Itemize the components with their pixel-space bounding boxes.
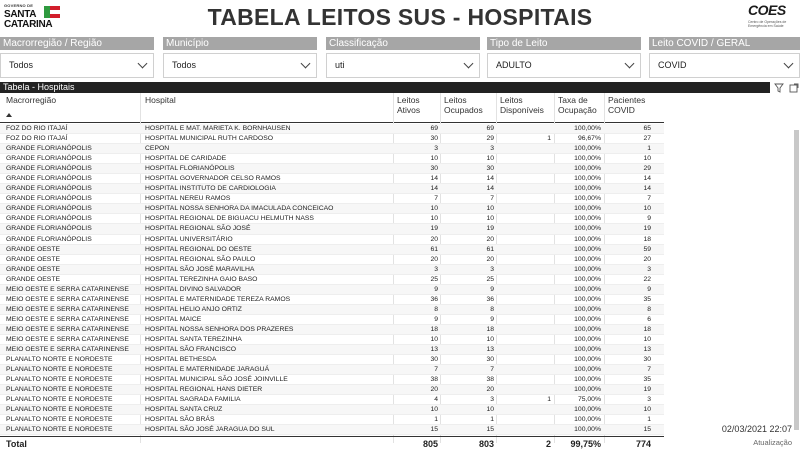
cell-hospital: HOSPITAL GOVERNADOR CELSO RAMOS bbox=[145, 175, 281, 183]
table-row[interactable] bbox=[0, 154, 664, 164]
cell-leitos-ativos: 7 bbox=[434, 195, 438, 203]
cell-leitos-ativos: 10 bbox=[430, 205, 438, 213]
cell-leitos-ativos: 15 bbox=[430, 426, 438, 434]
gov-logo-line2: SANTA bbox=[4, 9, 37, 20]
table-body bbox=[0, 124, 664, 434]
cell-leitos-disponiveis: 1 bbox=[547, 135, 551, 143]
header bbox=[0, 0, 800, 36]
cell-pacientes-covid: 3 bbox=[647, 396, 651, 404]
cell-pacientes-covid: 10 bbox=[643, 406, 651, 414]
cell-macrorregiao: GRANDE FLORIANÓPOLIS bbox=[6, 185, 92, 193]
table-row[interactable] bbox=[0, 305, 664, 315]
sort-ascending-icon[interactable] bbox=[6, 113, 12, 117]
cell-macrorregiao: GRANDE FLORIANÓPOLIS bbox=[6, 215, 92, 223]
cell-leitos-ativos: 30 bbox=[430, 356, 438, 364]
filter-label: Tipo de Leito bbox=[487, 37, 641, 50]
table-row[interactable] bbox=[0, 425, 664, 435]
cell-leitos-ocupados: 20 bbox=[486, 255, 494, 263]
cell-pacientes-covid: 59 bbox=[643, 245, 651, 253]
col-header-line: Leitos bbox=[500, 95, 523, 105]
update-label: Atualização bbox=[753, 438, 792, 447]
cell-macrorregiao: PLANALTO NORTE E NORDESTE bbox=[6, 376, 113, 384]
cell-pacientes-covid: 35 bbox=[643, 376, 651, 384]
col-header-line: Ativos bbox=[397, 105, 421, 115]
cell-leitos-ativos: 61 bbox=[430, 245, 438, 253]
col-header-line: Disponíveis bbox=[500, 105, 544, 115]
col-header-pacientes-covid[interactable] bbox=[608, 95, 645, 115]
total-leitos-ativos: 805 bbox=[422, 439, 438, 449]
table-scrollbar[interactable] bbox=[794, 130, 799, 430]
cell-macrorregiao: GRANDE FLORIANÓPOLIS bbox=[6, 175, 92, 183]
cell-taxa-ocupacao: 100,00% bbox=[574, 356, 601, 364]
cell-leitos-ocupados: 25 bbox=[486, 275, 494, 283]
cell-macrorregiao: MEIO OESTE E SERRA CATARINENSE bbox=[6, 346, 129, 354]
cell-macrorregiao: MEIO OESTE E SERRA CATARINENSE bbox=[6, 325, 129, 333]
col-header-leitos-ocupados[interactable] bbox=[444, 95, 483, 115]
cell-leitos-ocupados: 14 bbox=[486, 175, 494, 183]
cell-taxa-ocupacao: 75,00% bbox=[577, 396, 601, 404]
cell-leitos-ativos: 14 bbox=[430, 185, 438, 193]
cell-pacientes-covid: 7 bbox=[647, 195, 651, 203]
cell-macrorregiao: PLANALTO NORTE E NORDESTE bbox=[6, 386, 113, 394]
table-row[interactable] bbox=[0, 134, 664, 144]
cell-macrorregiao: GRANDE FLORIANÓPOLIS bbox=[6, 145, 92, 153]
cell-macrorregiao: GRANDE FLORIANÓPOLIS bbox=[6, 195, 92, 203]
filter-icon[interactable] bbox=[774, 83, 784, 93]
cell-leitos-ativos: 4 bbox=[434, 396, 438, 404]
cell-pacientes-covid: 30 bbox=[643, 356, 651, 364]
cell-pacientes-covid: 3 bbox=[647, 265, 651, 273]
cell-hospital: HOSPITAL NEREU RAMOS bbox=[145, 195, 231, 203]
col-header-taxa-ocupacao[interactable] bbox=[558, 95, 597, 115]
cell-leitos-ocupados: 3 bbox=[490, 265, 494, 273]
cell-pacientes-covid: 8 bbox=[647, 305, 651, 313]
cell-pacientes-covid: 15 bbox=[643, 426, 651, 434]
cell-hospital: HOSPITAL REGIONAL SÃO PAULO bbox=[145, 255, 256, 263]
filter-leito-covid bbox=[649, 37, 800, 78]
cell-pacientes-covid: 14 bbox=[643, 175, 651, 183]
cell-leitos-ocupados: 1 bbox=[490, 416, 494, 424]
table-title: Tabela - Hospitais bbox=[0, 82, 770, 93]
cell-leitos-ocupados: 36 bbox=[486, 295, 494, 303]
chevron-down-icon bbox=[138, 59, 148, 69]
cell-leitos-ocupados: 10 bbox=[486, 335, 494, 343]
table-row[interactable] bbox=[0, 194, 664, 204]
total-leitos-disponiveis: 2 bbox=[545, 439, 551, 449]
cell-hospital: HOSPITAL SANTA TEREZINHA bbox=[145, 335, 242, 343]
cell-leitos-ocupados: 13 bbox=[486, 346, 494, 354]
table-row[interactable] bbox=[0, 315, 664, 325]
cell-macrorregiao: GRANDE OESTE bbox=[6, 265, 61, 273]
cell-taxa-ocupacao: 100,00% bbox=[574, 416, 601, 424]
chevron-down-icon bbox=[784, 59, 794, 69]
cell-pacientes-covid: 27 bbox=[643, 135, 651, 143]
total-row bbox=[0, 436, 664, 451]
cell-hospital: HOSPITAL SÃO JOSÉ MARAVILHA bbox=[145, 265, 255, 273]
cell-pacientes-covid: 9 bbox=[647, 215, 651, 223]
hospitals-table bbox=[0, 93, 664, 434]
filter-macrorregiao bbox=[0, 37, 154, 78]
cell-leitos-ativos: 1 bbox=[434, 416, 438, 424]
cell-leitos-ativos: 20 bbox=[430, 386, 438, 394]
cell-hospital: HOSPITAL DIVINO SALVADOR bbox=[145, 285, 242, 293]
table-row[interactable] bbox=[0, 184, 664, 194]
total-leitos-ocupados: 803 bbox=[478, 439, 494, 449]
cell-hospital: HOSPITAL INSTITUTO DE CARDIOLOGIA bbox=[145, 185, 276, 193]
cell-hospital: HOSPITAL FLORIANÓPOLIS bbox=[145, 165, 235, 173]
col-header-line: COVID bbox=[608, 105, 635, 115]
cell-macrorregiao: GRANDE FLORIANÓPOLIS bbox=[6, 205, 92, 213]
cell-leitos-ocupados: 9 bbox=[490, 315, 494, 323]
cell-leitos-ativos: 9 bbox=[434, 315, 438, 323]
cell-leitos-ocupados: 7 bbox=[490, 195, 494, 203]
cell-taxa-ocupacao: 100,00% bbox=[574, 225, 601, 233]
table-row[interactable] bbox=[0, 285, 664, 295]
cell-macrorregiao: GRANDE FLORIANÓPOLIS bbox=[6, 235, 92, 243]
cell-leitos-ativos: 36 bbox=[430, 295, 438, 303]
table-header bbox=[0, 93, 664, 123]
col-header-line: Ocupação bbox=[558, 105, 597, 115]
macrorregiao-dropdown[interactable] bbox=[0, 53, 154, 78]
table-row[interactable] bbox=[0, 385, 664, 395]
cell-hospital: HOSPITAL SÃO JOSÉ JARAGUA DO SUL bbox=[145, 426, 275, 434]
cell-taxa-ocupacao: 100,00% bbox=[574, 346, 601, 354]
cell-leitos-ocupados: 20 bbox=[486, 386, 494, 394]
cell-leitos-ocupados: 7 bbox=[490, 366, 494, 374]
cell-macrorregiao: PLANALTO NORTE E NORDESTE bbox=[6, 356, 113, 364]
cell-leitos-ocupados: 69 bbox=[486, 125, 494, 132]
cell-leitos-disponiveis: 1 bbox=[547, 396, 551, 404]
cell-leitos-ativos: 19 bbox=[430, 225, 438, 233]
cell-leitos-ocupados: 20 bbox=[486, 235, 494, 243]
filter-classificacao bbox=[326, 37, 480, 78]
table-row[interactable] bbox=[0, 255, 664, 265]
table-row[interactable] bbox=[0, 275, 664, 285]
cell-macrorregiao: GRANDE OESTE bbox=[6, 275, 61, 283]
cell-leitos-ativos: 30 bbox=[430, 165, 438, 173]
cell-hospital: CEPON bbox=[145, 145, 170, 153]
cell-macrorregiao: PLANALTO NORTE E NORDESTE bbox=[6, 406, 113, 414]
col-header-line: Leitos bbox=[397, 95, 420, 105]
cell-macrorregiao: PLANALTO NORTE E NORDESTE bbox=[6, 366, 113, 374]
col-header-macrorregiao[interactable]: Macrorregião bbox=[6, 95, 57, 105]
table-row[interactable] bbox=[0, 265, 664, 275]
col-header-leitos-disponiveis[interactable] bbox=[500, 95, 544, 115]
table-row[interactable] bbox=[0, 375, 664, 385]
col-header-line: Pacientes bbox=[608, 95, 646, 105]
cell-macrorregiao: FOZ DO RIO ITAJAÍ bbox=[6, 135, 68, 143]
table-row[interactable] bbox=[0, 164, 664, 174]
update-timestamp: 02/03/2021 22:07 bbox=[721, 424, 792, 434]
cell-macrorregiao: GRANDE FLORIANÓPOLIS bbox=[6, 165, 92, 173]
table-row[interactable] bbox=[0, 124, 664, 134]
cell-leitos-ativos: 18 bbox=[430, 325, 438, 333]
cell-leitos-ativos: 7 bbox=[434, 366, 438, 374]
table-row[interactable] bbox=[0, 295, 664, 305]
cell-macrorregiao: MEIO OESTE E SERRA CATARINENSE bbox=[6, 335, 129, 343]
table-row[interactable] bbox=[0, 144, 664, 154]
cell-leitos-ativos: 25 bbox=[430, 275, 438, 283]
cell-hospital: HOSPITAL UNIVERSITÁRIO bbox=[145, 235, 233, 243]
cell-pacientes-covid: 35 bbox=[643, 295, 651, 303]
cell-macrorregiao: GRANDE FLORIANÓPOLIS bbox=[6, 225, 92, 233]
cell-taxa-ocupacao: 100,00% bbox=[574, 366, 601, 374]
cell-taxa-ocupacao: 100,00% bbox=[574, 145, 601, 153]
col-header-leitos-ativos[interactable] bbox=[397, 95, 420, 115]
cell-taxa-ocupacao: 100,00% bbox=[574, 175, 601, 183]
table-row[interactable] bbox=[0, 355, 664, 365]
cell-leitos-ocupados: 15 bbox=[486, 426, 494, 434]
coes-logo-name: COES bbox=[748, 2, 786, 18]
cell-hospital: HOSPITAL E MATERNIDADE TEREZA RAMOS bbox=[145, 295, 291, 303]
municipio-dropdown[interactable] bbox=[163, 53, 317, 78]
cell-macrorregiao: PLANALTO NORTE E NORDESTE bbox=[6, 426, 113, 434]
total-label: Total bbox=[6, 439, 27, 449]
cell-taxa-ocupacao: 100,00% bbox=[574, 125, 601, 132]
cell-taxa-ocupacao: 100,00% bbox=[574, 285, 601, 293]
visual-toolbar bbox=[772, 83, 800, 95]
cell-leitos-ativos: 3 bbox=[434, 145, 438, 153]
table-row[interactable] bbox=[0, 224, 664, 234]
tipo-leito-dropdown[interactable] bbox=[487, 53, 641, 78]
cell-leitos-ocupados: 38 bbox=[486, 376, 494, 384]
cell-leitos-ativos: 9 bbox=[434, 285, 438, 293]
cell-taxa-ocupacao: 100,00% bbox=[574, 325, 601, 333]
cell-macrorregiao: PLANALTO NORTE E NORDESTE bbox=[6, 396, 113, 404]
cell-leitos-ocupados: 10 bbox=[486, 406, 494, 414]
cell-leitos-ocupados: 8 bbox=[490, 305, 494, 313]
filter-label: Classificação bbox=[326, 37, 480, 50]
chevron-down-icon bbox=[625, 59, 635, 69]
cell-leitos-ocupados: 9 bbox=[490, 285, 494, 293]
cell-taxa-ocupacao: 100,00% bbox=[574, 215, 601, 223]
cell-hospital: HOSPITAL E MATERNIDADE JARAGUÁ bbox=[145, 366, 270, 374]
dropdown-value: Todos bbox=[9, 60, 34, 70]
cell-leitos-ocupados: 10 bbox=[486, 205, 494, 213]
cell-taxa-ocupacao: 100,00% bbox=[574, 335, 601, 343]
cell-taxa-ocupacao: 100,00% bbox=[574, 406, 601, 414]
update-info bbox=[700, 424, 792, 447]
table-row[interactable] bbox=[0, 174, 664, 184]
table-row[interactable] bbox=[0, 365, 664, 375]
total-taxa-ocupacao: 99,75% bbox=[570, 439, 601, 449]
cell-hospital: HOSPITAL HELIO ANJO ORTIZ bbox=[145, 305, 242, 313]
cell-taxa-ocupacao: 100,00% bbox=[574, 205, 601, 213]
cell-pacientes-covid: 18 bbox=[643, 235, 651, 243]
total-pacientes-covid: 774 bbox=[635, 439, 651, 449]
cell-leitos-ativos: 38 bbox=[430, 376, 438, 384]
table-row[interactable] bbox=[0, 405, 664, 415]
cell-taxa-ocupacao: 100,00% bbox=[574, 386, 601, 394]
cell-hospital: HOSPITAL REGIONAL DE BIGUACU HELMUTH NASS bbox=[145, 215, 314, 223]
cell-pacientes-covid: 1 bbox=[647, 416, 651, 424]
cell-macrorregiao: MEIO OESTE E SERRA CATARINENSE bbox=[6, 315, 129, 323]
cell-hospital: HOSPITAL E MAT. MARIETA K. BORNHAUSEN bbox=[145, 125, 291, 132]
chevron-down-icon bbox=[464, 59, 474, 69]
filter-label: Macrorregião / Região bbox=[0, 37, 154, 50]
page-title: TABELA LEITOS SUS - HOSPITAIS bbox=[207, 4, 593, 30]
cell-macrorregiao: MEIO OESTE E SERRA CATARINENSE bbox=[6, 285, 129, 293]
cell-taxa-ocupacao: 100,00% bbox=[574, 235, 601, 243]
cell-leitos-ocupados: 3 bbox=[490, 396, 494, 404]
cell-hospital: HOSPITAL MUNICIPAL RUTH CARDOSO bbox=[145, 135, 274, 143]
cell-pacientes-covid: 10 bbox=[643, 155, 651, 163]
cell-macrorregiao: PLANALTO NORTE E NORDESTE bbox=[6, 416, 113, 424]
cell-pacientes-covid: 18 bbox=[643, 325, 651, 333]
gov-logo-line1: GOVERNO DE bbox=[4, 3, 34, 8]
cell-leitos-ocupados: 10 bbox=[486, 155, 494, 163]
table-row[interactable] bbox=[0, 204, 664, 214]
cell-taxa-ocupacao: 100,00% bbox=[574, 155, 601, 163]
cell-taxa-ocupacao: 96,67% bbox=[577, 135, 601, 143]
cell-leitos-ocupados: 30 bbox=[486, 165, 494, 173]
filter-bar bbox=[0, 37, 800, 81]
col-header-line: Ocupados bbox=[444, 105, 483, 115]
cell-macrorregiao: MEIO OESTE E SERRA CATARINENSE bbox=[6, 305, 129, 313]
cell-hospital: HOSPITAL DE CARIDADE bbox=[145, 155, 227, 163]
table-row[interactable] bbox=[0, 415, 664, 425]
cell-taxa-ocupacao: 100,00% bbox=[574, 245, 601, 253]
table-row[interactable] bbox=[0, 395, 664, 405]
cell-leitos-ocupados: 19 bbox=[486, 225, 494, 233]
cell-leitos-ativos: 8 bbox=[434, 305, 438, 313]
cell-macrorregiao: GRANDE OESTE bbox=[6, 255, 61, 263]
cell-taxa-ocupacao: 100,00% bbox=[574, 376, 601, 384]
table-row[interactable] bbox=[0, 335, 664, 345]
dropdown-value: COVID bbox=[658, 60, 687, 70]
table-row[interactable] bbox=[0, 245, 664, 255]
gov-logo-line3: CATARINA bbox=[4, 19, 53, 30]
cell-hospital: HOSPITAL REGIONAL SÃO JOSÉ bbox=[145, 225, 251, 233]
cell-taxa-ocupacao: 100,00% bbox=[574, 255, 601, 263]
cell-hospital: HOSPITAL SÃO BRÁS bbox=[145, 416, 215, 424]
filter-municipio bbox=[163, 37, 317, 78]
cell-hospital: HOSPITAL NOSSA SENHORA DA IMACULADA CONCEICAO bbox=[145, 205, 334, 213]
dropdown-value: uti bbox=[335, 60, 345, 70]
cell-leitos-ocupados: 3 bbox=[490, 145, 494, 153]
cell-taxa-ocupacao: 100,00% bbox=[574, 265, 601, 273]
cell-macrorregiao: FOZ DO RIO ITAJAÍ bbox=[6, 125, 68, 132]
cell-pacientes-covid: 10 bbox=[643, 205, 651, 213]
cell-pacientes-covid: 19 bbox=[643, 386, 651, 394]
cell-leitos-ocupados: 61 bbox=[486, 245, 494, 253]
cell-hospital: HOSPITAL MUNICIPAL SÃO JOSÉ JOINVILLE bbox=[145, 376, 288, 384]
cell-hospital: HOSPITAL REGIONAL HANS DIETER bbox=[145, 386, 263, 394]
dropdown-value: Todos bbox=[172, 60, 197, 70]
cell-leitos-ocupados: 18 bbox=[486, 325, 494, 333]
cell-taxa-ocupacao: 100,00% bbox=[574, 185, 601, 193]
classificacao-dropdown[interactable] bbox=[326, 53, 480, 78]
leito-covid-dropdown[interactable] bbox=[649, 53, 800, 78]
cell-leitos-ativos: 10 bbox=[430, 155, 438, 163]
cell-hospital: HOSPITAL BETHESDA bbox=[145, 356, 217, 364]
cell-leitos-ativos: 30 bbox=[430, 135, 438, 143]
cell-leitos-ocupados: 29 bbox=[486, 135, 494, 143]
cell-hospital: HOSPITAL MAICE bbox=[145, 315, 202, 323]
cell-leitos-ocupados: 30 bbox=[486, 356, 494, 364]
filter-label: Município bbox=[163, 37, 317, 50]
cell-pacientes-covid: 14 bbox=[643, 185, 651, 193]
cell-pacientes-covid: 13 bbox=[643, 346, 651, 354]
cell-hospital: HOSPITAL NOSSA SENHORA DOS PRAZERES bbox=[145, 325, 294, 333]
cell-taxa-ocupacao: 100,00% bbox=[574, 315, 601, 323]
filter-tipo-leito bbox=[487, 37, 641, 78]
col-header-hospital[interactable]: Hospital bbox=[145, 95, 176, 105]
chevron-down-icon bbox=[301, 59, 311, 69]
cell-pacientes-covid: 10 bbox=[643, 335, 651, 343]
cell-pacientes-covid: 65 bbox=[643, 125, 651, 132]
table-row[interactable] bbox=[0, 345, 664, 355]
cell-taxa-ocupacao: 100,00% bbox=[574, 195, 601, 203]
cell-hospital: HOSPITAL SAGRADA FAMILIA bbox=[145, 396, 241, 404]
coes-logo bbox=[746, 2, 794, 34]
cell-pacientes-covid: 20 bbox=[643, 255, 651, 263]
cell-pacientes-covid: 29 bbox=[643, 165, 651, 173]
col-header-line: Leitos bbox=[444, 95, 467, 105]
col-header-line: Taxa de bbox=[558, 95, 588, 105]
cell-taxa-ocupacao: 100,00% bbox=[574, 295, 601, 303]
cell-macrorregiao: GRANDE OESTE bbox=[6, 245, 61, 253]
cell-hospital: HOSPITAL SANTA CRUZ bbox=[145, 406, 223, 414]
cell-leitos-ocupados: 14 bbox=[486, 185, 494, 193]
cell-taxa-ocupacao: 100,00% bbox=[574, 275, 601, 283]
cell-pacientes-covid: 6 bbox=[647, 315, 651, 323]
cell-pacientes-covid: 9 bbox=[647, 285, 651, 293]
cell-leitos-ativos: 20 bbox=[430, 235, 438, 243]
table-row[interactable] bbox=[0, 235, 664, 245]
cell-leitos-ocupados: 10 bbox=[486, 215, 494, 223]
cell-leitos-ativos: 10 bbox=[430, 335, 438, 343]
cell-taxa-ocupacao: 100,00% bbox=[574, 165, 601, 173]
cell-leitos-ativos: 10 bbox=[430, 215, 438, 223]
cell-pacientes-covid: 7 bbox=[647, 366, 651, 374]
table-row[interactable] bbox=[0, 325, 664, 335]
cell-taxa-ocupacao: 100,00% bbox=[574, 426, 601, 434]
cell-hospital: HOSPITAL TEREZINHA GAIO BASO bbox=[145, 275, 258, 283]
coes-logo-subtitle: Centro de Operações de Emergência em Saúde bbox=[748, 20, 787, 28]
cell-leitos-ativos: 20 bbox=[430, 255, 438, 263]
cell-taxa-ocupacao: 100,00% bbox=[574, 305, 601, 313]
cell-hospital: HOSPITAL REGIONAL DO OESTE bbox=[145, 245, 252, 253]
dropdown-value: ADULTO bbox=[496, 60, 532, 70]
cell-macrorregiao: MEIO OESTE E SERRA CATARINENSE bbox=[6, 295, 129, 303]
cell-pacientes-covid: 1 bbox=[647, 145, 651, 153]
cell-macrorregiao: GRANDE FLORIANÓPOLIS bbox=[6, 155, 92, 163]
cell-hospital: HOSPITAL SÃO FRANCISCO bbox=[145, 346, 237, 354]
cell-leitos-ativos: 3 bbox=[434, 265, 438, 273]
cell-leitos-ativos: 10 bbox=[430, 406, 438, 414]
cell-leitos-ativos: 14 bbox=[430, 175, 438, 183]
cell-pacientes-covid: 19 bbox=[643, 225, 651, 233]
filter-label: Leito COVID / GERAL bbox=[649, 37, 800, 50]
cell-pacientes-covid: 22 bbox=[643, 275, 651, 283]
cell-leitos-ativos: 69 bbox=[430, 125, 438, 132]
focus-mode-icon[interactable] bbox=[789, 83, 799, 93]
table-row[interactable] bbox=[0, 214, 664, 224]
cell-leitos-ativos: 13 bbox=[430, 346, 438, 354]
